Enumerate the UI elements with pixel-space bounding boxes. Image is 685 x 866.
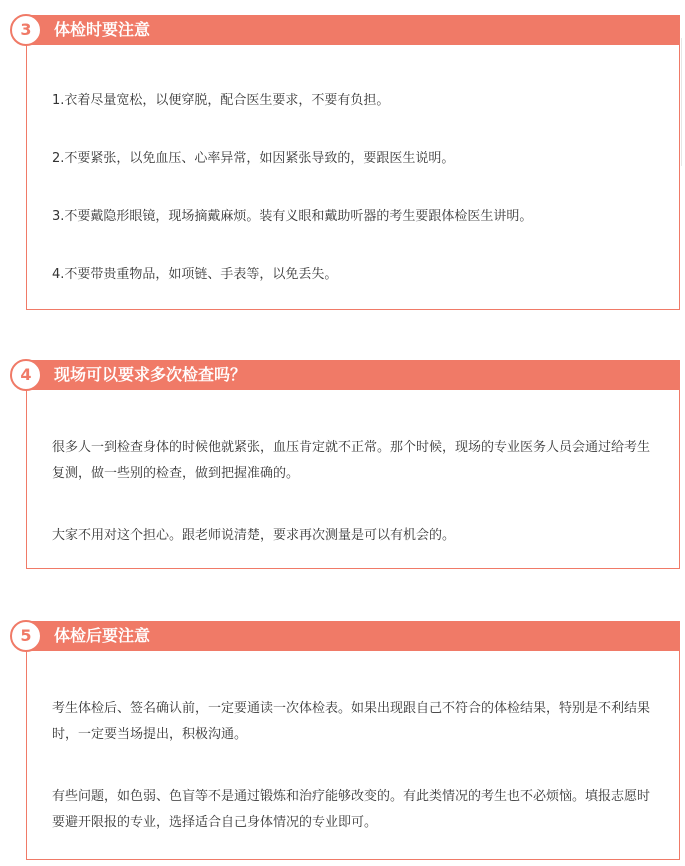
paragraph: 大家不用对这个担心。跟老师说清楚，要求再次测量是可以有机会的。 <box>52 528 456 543</box>
paragraph: 4.不要带贵重物品，如项链、手表等，以免丢失。 <box>52 267 338 282</box>
section-number-badge: 4 <box>10 359 42 391</box>
section-body <box>26 45 680 310</box>
section-title: 体检后要注意 <box>54 626 151 645</box>
section-title: 现场可以要求多次检查吗？ <box>54 365 247 384</box>
section-header <box>26 15 680 45</box>
paragraph: 1.衣着尽量宽松，以便穿脱，配合医生要求，不要有负担。 <box>52 93 390 108</box>
section-body <box>26 651 680 860</box>
section-title: 体检时要注意 <box>54 20 151 39</box>
paragraph: 3.不要戴隐形眼镜，现场摘戴麻烦。装有义眼和戴助听器的考生要跟体检医生讲明。 <box>52 209 533 224</box>
section-number-badge: 3 <box>10 14 42 46</box>
section-number-badge: 5 <box>10 620 42 652</box>
section-body <box>26 390 680 569</box>
section-header <box>26 621 680 651</box>
paragraph: 考生体检后、签名确认前，一定要通读一次体检表。如果出现跟自己不符合的体检结果，特别是不利结果时，一定要当场提出，积极沟通。 <box>52 701 651 742</box>
scrollbar-edge[interactable] <box>681 38 685 166</box>
section-header <box>26 360 680 390</box>
paragraph: 有些问题，如色弱、色盲等不是通过锻炼和治疗能够改变的。有此类情况的考生也不必烦恼。填报志愿时要避开限报的专业，选择适合自己身体情况的专业即可。 <box>52 789 651 830</box>
paragraph: 2.不要紧张，以免血压、心率异常，如因紧张导致的，要跟医生说明。 <box>52 151 455 166</box>
paragraph: 很多人一到检查身体的时候他就紧张，血压肯定就不正常。那个时候，现场的专业医务人员会通过给考生复测，做一些别的检查，做到把握准确的。 <box>52 440 651 481</box>
